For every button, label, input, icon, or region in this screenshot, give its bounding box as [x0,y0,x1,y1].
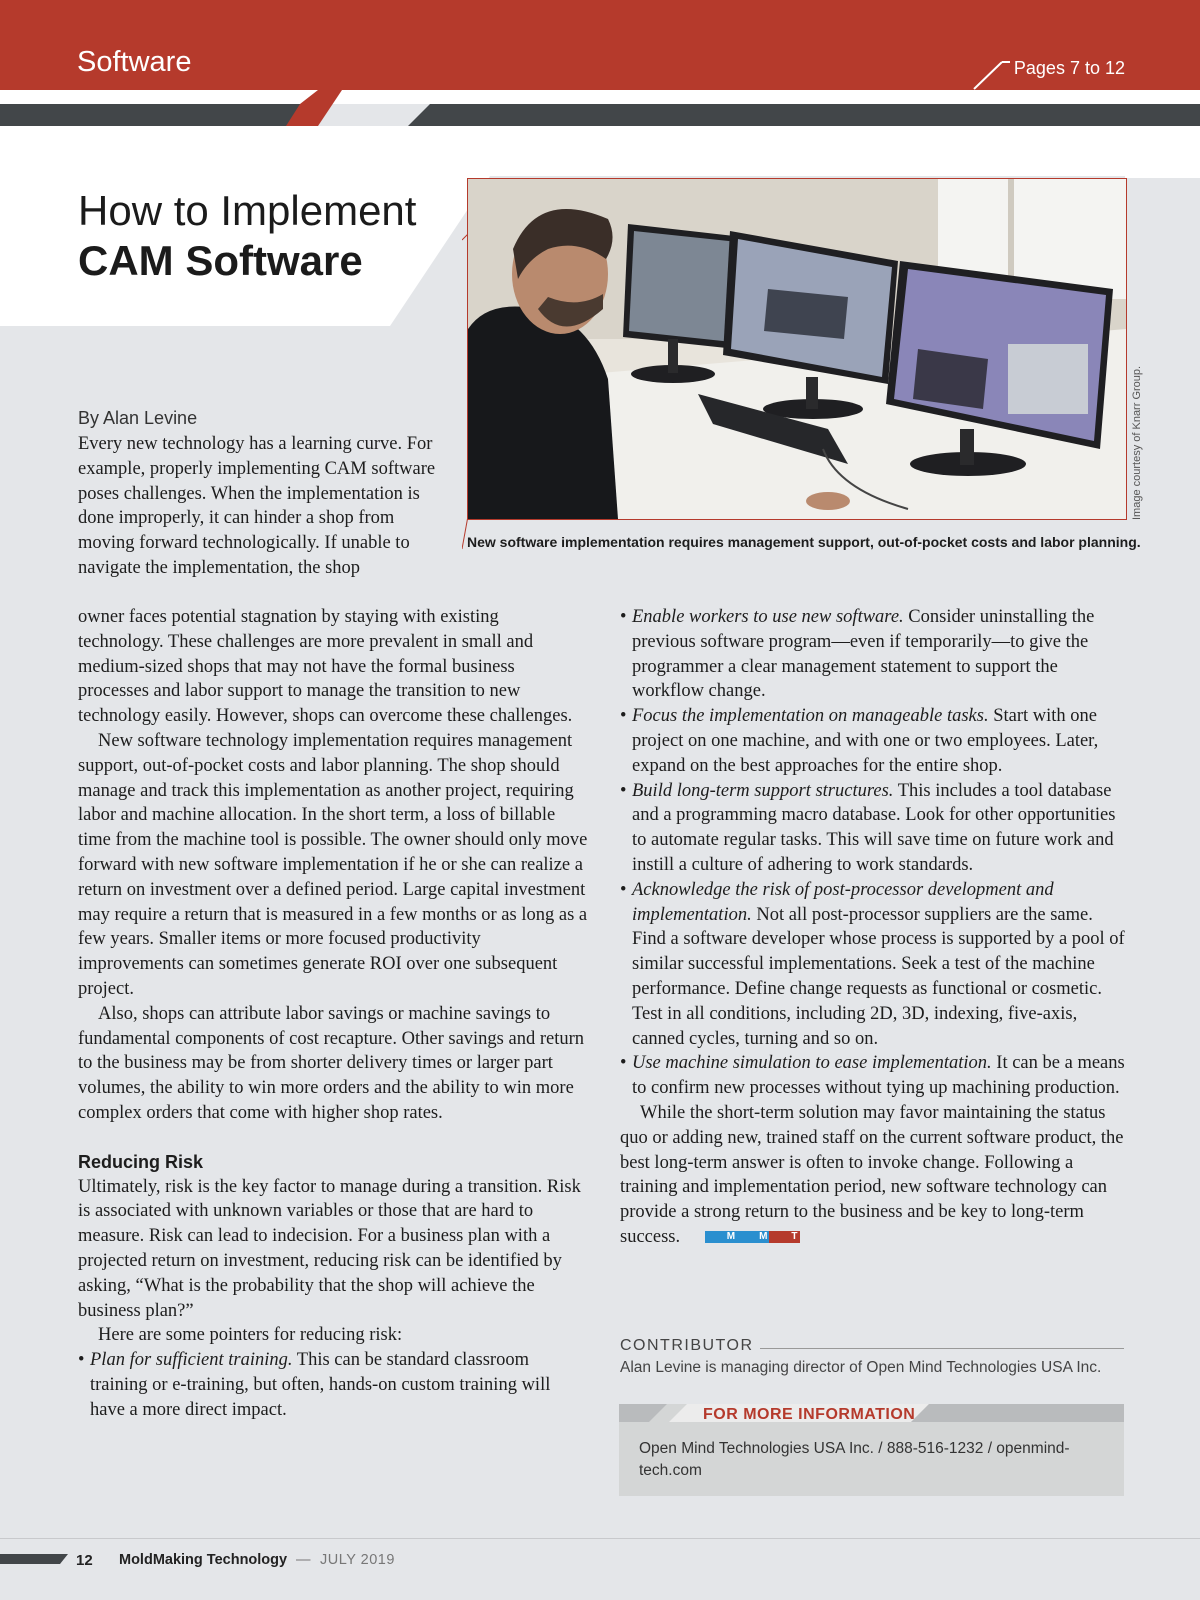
list-item: • Acknowledge the risk of post-processor development and implementation. Not all post-processor suppliers are the same. Find a software developer whose process is supported by a pool of similar successful implementations. Seek a test of the machine performance. Define change requests as functional or cosmetic. Test in all conditions, including 2D, 3D, indexing, five-axis, canned cycles, turning and so on. [620,878,1130,1052]
footer-bar [0,1554,70,1564]
paragraph-2: New software technology implementation requires management support, out-of-pocket costs and labor planning. The shop should manage and track this implementation as another project, requiring labor and machine allocation. In the short term, a loss of billable time from the machine tool is possible. The owner should only move forward with new software implementation if he or she can realize a return on investment over a defined period. Large capital investment may require a return that is measured in a few months or as long as a few years. Smaller items or more focused productivity improvements can sometimes generate ROI over one subsequent project. [78,730,588,999]
intro-paragraph: Every new technology has a learning curve. For example, properly implementing CAM software poses challenges. When the implementation is done improperly, it can hinder a shop from moving forward technologically. If unable to navigate the implementation, the shop [78,434,436,578]
closing-paragraph: While the short-term solution may favor maintaining the status quo or adding new, trained staff on the current software product, the best long-term answer is often to invoke change. Following a training and implementation period, new software technology can provide a strong return to the business and be key to long-term success. M M T [620,1101,1130,1250]
more-info-box [619,1404,1124,1496]
paragraph-5: Here are some pointers for reducing risk: [98,1325,403,1346]
contributor-block [620,1337,1124,1377]
more-info-heading: FOR MORE INFORMATION [703,1406,916,1423]
article-title [78,186,416,286]
photo-credit: Image courtesy of Knarr Group. [1131,365,1143,520]
article-photo [467,178,1127,520]
footer-dash: — [296,1552,311,1568]
section-label: Software [77,46,192,78]
list-item: • Plan for sufficient training. This can be standard classroom training or e-training, but often, hands-on custom training will have a more direct impact. [78,1348,588,1422]
paragraph-4: Ultimately, risk is the key factor to manage during a transition. Risk is associated with unknown variables or those that are hard to measure. Risk can lead to indecision. For a business plan with a projected return on investment, reducing risk can be identified by asking, “What is the probability that the shop will achieve the business plan?” [78,1176,581,1321]
paragraph-1-continued: owner faces potential stagnation by staying with existing technology. These challenges are more prevalent in small and medium-sized shops that may not have the formal business processes and labor support to manage the transition to new technology easily. However, shops can overcome these challenges. [78,607,573,727]
byline: By Alan Levine [78,408,198,428]
end-mark-logo: M M T [685,1225,800,1250]
list-item: • Use machine simulation to ease implementation. It can be a means to confirm new processes without tying up machining production. [620,1051,1130,1101]
list-item: • Build long-term support structures. This includes a tool database and a programming macro database. Look for other opportunities to automate regular tasks. This will save time on future work and instill a culture of adhering to work standards. [620,779,1130,878]
subhead-reducing-risk: Reducing Risk [78,1151,204,1172]
contributor-text: Alan Levine is managing director of Open Mind Technologies USA Inc. [620,1359,1102,1376]
issue-date: JULY 2019 [320,1552,395,1568]
bullet-list-right [620,605,1130,1101]
contributor-heading: CONTRIBUTOR [620,1337,754,1354]
left-column [78,605,588,1423]
office-scene-image [468,179,1126,519]
footer-rule [0,1538,1200,1539]
magazine-name: MoldMaking Technology [119,1552,288,1568]
photo-caption: New software implementation requires management support, out-of-pocket costs and labor planning. [467,534,1141,550]
pages-label: Pages 7 to 12 [1013,58,1125,78]
more-info-text[interactable]: Open Mind Technologies USA Inc. / 888-516-1232 / openmind-tech.com [639,1440,1070,1479]
right-column [620,605,1130,1250]
paragraph-3: Also, shops can attribute labor savings or machine savings to fundamental components of cost recapture. Other savings and return to the business may be from shorter delivery times or larger part volumes, the ability to win more orders and the ability to win more complex orders that come with higher shop rates. [78,1003,585,1123]
list-item: • Enable workers to use new software. Consider uninstalling the previous software program—even if temporarily—to give the programmer a clear management statement to support the workflow change. [620,605,1130,704]
title-line-2: CAM Software [78,237,363,284]
title-line-1: How to Implement [78,187,417,234]
bullet-list-left [78,1348,588,1422]
page-number: 12 [76,1552,93,1569]
contributor-rule [760,1348,1124,1349]
list-item: • Focus the implementation on manageable tasks. Start with one project on one machine, and with one or two employees. Later, expand on the best approaches for the entire shop. [620,704,1130,778]
